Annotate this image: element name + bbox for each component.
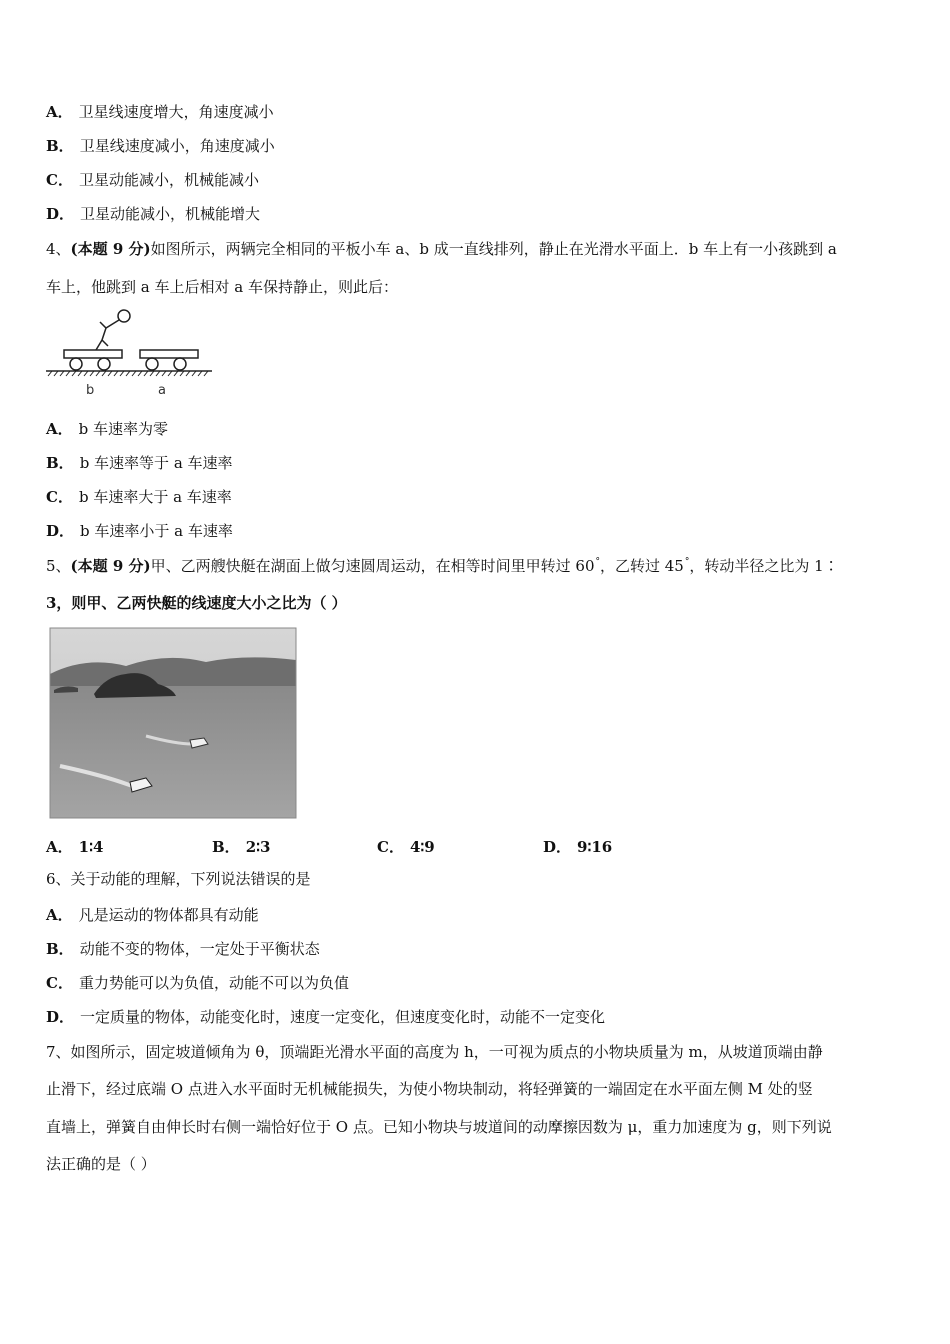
q4-option-b: B． b 车速率等于 a 车速率 [46,454,233,472]
cart-b-deck [64,350,122,358]
q6-option-a: A． 凡是运动的物体都具有动能 [46,906,259,924]
q5-option-a: A． 1∶4 [46,838,104,856]
q3-option-a: A． 卫星线速度增大，角速度减小 [46,103,274,121]
cart-b-wheel [98,358,110,370]
q5-stem-line1: 5、(本题 9 分)甲、乙两艘快艇在湖面上做匀速圆周运动，在相等时间里甲转过 60°，乙转过 45°，转动半径之比为 1∶ [46,557,839,575]
child-head [118,310,130,322]
q5-options-row [46,836,666,856]
q3-option-b: B． 卫星线速度减小，角速度减小 [46,137,275,155]
cart-b-label: b [86,383,95,398]
cart-a-wheel [174,358,186,370]
cart-a-wheel [146,358,158,370]
q7-stem-line3: 直墙上，弹簧自由伸长时右侧一端恰好位于 O 点。已知小物块与坡道间的动摩擦因数为 μ，重力加速度为 g，则下列说 [46,1118,832,1136]
child-body [96,320,119,350]
q6-stem: 6、关于动能的理解，下列说法错误的是 [46,870,311,888]
two-carts-figure [44,306,214,402]
q4-stem-line2: 车上，他跳到 a 车上后相对 a 车保持静止，则此后： [46,278,398,296]
q5-option-d: D． 9∶16 [543,838,613,856]
q7-stem-line4: 法正确的是（ ） [46,1155,156,1173]
q6-option-d: D． 一定质量的物体，动能变化时，速度一定变化，但速度变化时，动能不一定变化 [46,1008,606,1026]
q5-option-b: B． 2∶3 [212,838,271,856]
cart-b-wheel [70,358,82,370]
q5-option-c: C． 4∶9 [377,838,435,856]
speedboats-photo [46,626,298,820]
q3-option-c: C． 卫星动能减小，机械能减小 [46,171,259,189]
q7-stem-line2: 止滑下，经过底端 O 点进入水平面时无机械能损失，为使小物块制动，将轻弹簧的一端固定在水平面左侧 M 处的竖 [46,1080,813,1098]
photo-water [50,686,296,818]
q4-option-c: C． b 车速率大于 a 车速率 [46,488,232,506]
q6-option-c: C． 重力势能可以为负值，动能不可以为负值 [46,974,349,992]
cart-a-label: a [158,383,166,398]
q4-stem-line1: 4、(本题 9 分)如图所示，两辆完全相同的平板小车 a、b 成一直线排列，静止在光滑水平面上．b 车上有一小孩跳到 a [46,240,837,258]
q5-stem-line2: 3，则甲、乙两快艇的线速度大小之比为（ ） [46,594,347,612]
q4-option-a: A． b 车速率为零 [46,420,169,438]
q4-option-d: D． b 车速率小于 a 车速率 [46,522,233,540]
q7-stem-line1: 7、如图所示，固定坡道倾角为 θ，顶端距光滑水平面的高度为 h，一可视为质点的小物块质量为 m，从坡道顶端由静 [46,1043,823,1061]
cart-a-deck [140,350,198,358]
q3-option-d: D． 卫星动能减小，机械能增大 [46,205,261,223]
q6-option-b: B． 动能不变的物体，一定处于平衡状态 [46,940,320,958]
